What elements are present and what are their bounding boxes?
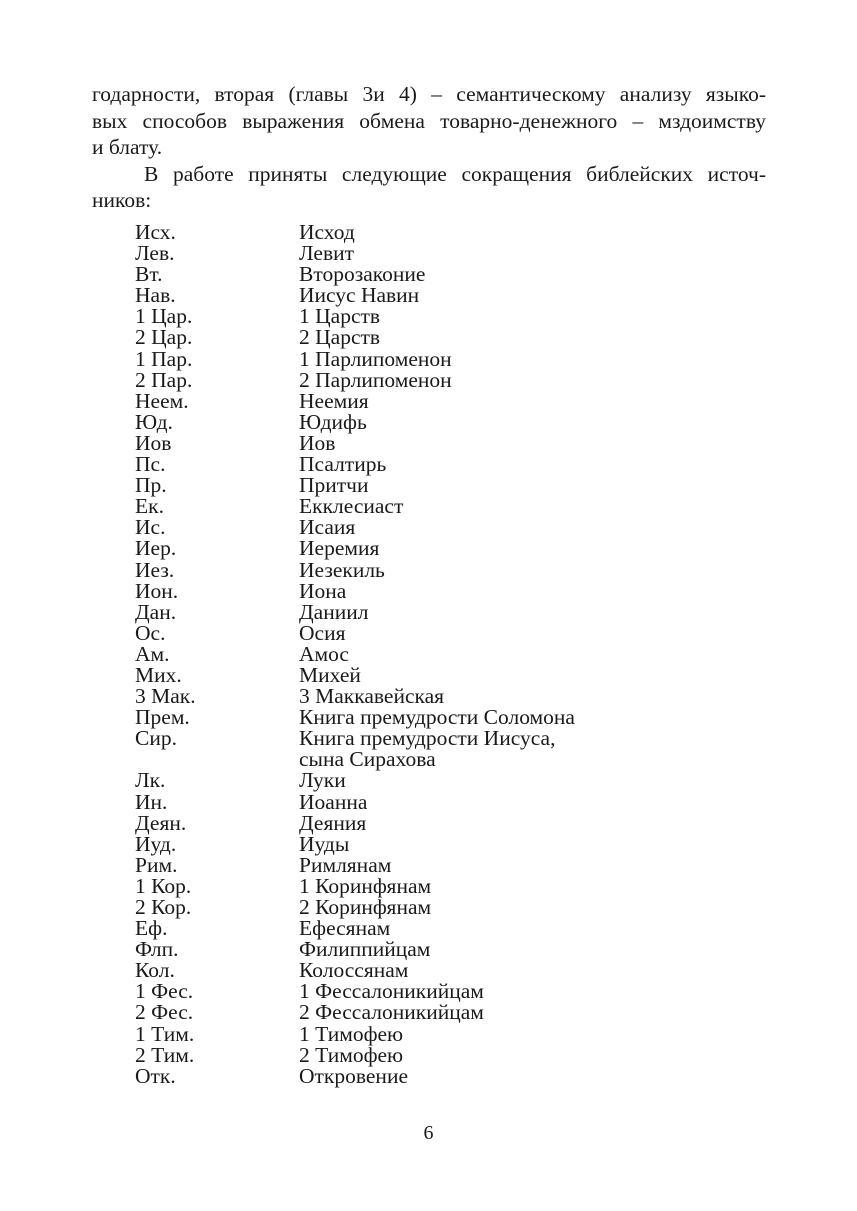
abbreviation-row	[135, 789, 575, 814]
abbreviation-expansion: 2 Коринфянам	[299, 895, 432, 919]
abbreviation-row	[135, 599, 575, 624]
abbreviation-expansion: Книга премудрости Соломона	[299, 705, 575, 730]
intro-line: годарности, вторая (главы 3и 4) – семантическому анализу языко-	[92, 82, 766, 106]
abbreviation-row	[135, 873, 575, 898]
abbreviation: Еф.	[135, 916, 168, 941]
abbreviation: 1 Фес.	[135, 979, 194, 1004]
abbreviation: Иер.	[135, 536, 177, 561]
abbreviation: 1 Цар.	[135, 304, 193, 329]
abbreviation-expansion: Псалтирь	[299, 452, 387, 477]
abbreviation: Сир.	[135, 726, 177, 751]
abbreviation-expansion: Колоссянам	[299, 958, 409, 983]
abbreviation-expansion: Иисус Навин	[299, 283, 420, 308]
abbreviation-row	[135, 620, 575, 645]
abbreviation: Ион.	[135, 578, 179, 603]
abbreviation-row	[135, 1021, 575, 1046]
abbreviation-row	[135, 222, 575, 243]
abbreviation: 1 Тим.	[135, 1021, 195, 1046]
abbreviation-expansion: Юдифь	[299, 409, 367, 434]
intro-line: и блату.	[92, 135, 163, 159]
abbreviation-row	[135, 264, 575, 285]
abbreviation-expansion: Иона	[299, 578, 347, 603]
abbreviation: Рим.	[135, 852, 178, 877]
abbreviation: Прем.	[135, 705, 190, 730]
abbreviation-row	[135, 475, 575, 496]
abbreviation-row	[135, 897, 575, 918]
abbreviation-row	[135, 939, 575, 960]
abbreviation-expansion: Книга премудрости Иисуса,	[299, 726, 556, 751]
abbreviation-row	[135, 707, 575, 728]
abbreviation: Нав.	[135, 283, 176, 308]
abbreviation: 1 Кор.	[135, 873, 192, 898]
abbreviation: 3 Мак.	[135, 684, 196, 709]
abbreviation-row	[135, 852, 575, 877]
abbreviation-row	[135, 981, 575, 1002]
abbreviation: Ам.	[135, 641, 170, 666]
abbreviation-row	[135, 728, 575, 749]
abbreviation-row	[135, 306, 575, 327]
abbreviation-expansion: 1 Царств	[299, 304, 381, 329]
abbreviation: Кол.	[135, 958, 175, 983]
abbreviation-expansion: Левит	[299, 241, 355, 266]
abbreviation-row	[135, 662, 575, 687]
abbreviation-expansion: Михей	[299, 662, 361, 687]
abbreviation-expansion: Притчи	[299, 473, 369, 498]
abbreviation-row	[135, 327, 575, 348]
abbreviation-expansion: Иуды	[299, 831, 350, 856]
abbreviation: 2 Пар.	[135, 367, 193, 392]
abbreviation: Лк.	[135, 768, 166, 793]
abbreviation-row	[135, 578, 575, 603]
abbreviation-row	[135, 960, 575, 981]
abbreviation: 2 Фес.	[135, 1000, 194, 1025]
abbreviation-table	[135, 222, 575, 1087]
abbreviation: Иов	[135, 430, 172, 455]
abbreviation-row	[135, 1002, 575, 1023]
abbreviation: Мих.	[135, 662, 182, 687]
abbreviation-expansion: Иоанна	[299, 789, 368, 814]
abbreviation-row	[135, 538, 575, 559]
abbreviation-expansion: 1 Тимофею	[299, 1021, 404, 1046]
abbreviation-row	[135, 686, 575, 707]
abbreviation: 2 Кор.	[135, 895, 192, 919]
abbreviation-row	[135, 918, 575, 939]
abbreviation-row	[135, 346, 575, 371]
abbreviation-expansion: 1 Парлипоменон	[299, 346, 452, 371]
abbreviation: Пс.	[135, 452, 166, 477]
abbreviation-expansion: сына Сирахова	[299, 747, 436, 772]
page-number: 6	[423, 1122, 434, 1144]
abbreviation-expansion: 2 Царств	[299, 325, 381, 350]
abbreviation	[135, 749, 299, 770]
abbreviation-expansion: Екклесиаст	[299, 494, 404, 519]
abbreviation-expansion: Откровение	[299, 1063, 408, 1088]
abbreviation-expansion: 2 Тимофею	[299, 1042, 404, 1067]
abbreviation: Ек.	[135, 494, 164, 519]
abbreviation-expansion: Исаия	[299, 515, 356, 540]
abbreviation: Исх.	[135, 220, 176, 244]
abbreviation-row	[135, 641, 575, 666]
abbreviation: Иуд.	[135, 831, 177, 856]
intro-line: вых способов выражения обмена товарно-денежного – мздоимству	[92, 108, 766, 133]
abbreviation: 2 Тим.	[135, 1042, 195, 1067]
abbreviation-row	[135, 430, 575, 455]
abbreviation-expansion: Иов	[299, 430, 336, 455]
abbreviation: Неем.	[135, 388, 189, 413]
abbreviation-expansion: 2 Парлипоменон	[299, 367, 452, 392]
intro-line: ников:	[92, 188, 152, 212]
abbreviation-expansion: 1 Коринфянам	[299, 873, 432, 898]
abbreviation-expansion: Даниил	[299, 599, 369, 624]
abbreviation-row	[135, 770, 575, 791]
abbreviation: Отк.	[135, 1063, 176, 1088]
abbreviation-expansion: Иеремия	[299, 536, 380, 561]
abbreviation-row	[135, 496, 575, 517]
abbreviation: Иез.	[135, 557, 175, 582]
abbreviation-row	[135, 810, 575, 835]
abbreviation-expansion: Филиппийцам	[299, 937, 431, 962]
abbreviation-expansion: 3 Маккавейская	[299, 684, 445, 709]
abbreviation-expansion: 1 Фессалоникийцам	[299, 979, 484, 1004]
abbreviation-expansion: Осия	[299, 620, 346, 645]
abbreviation-row	[135, 454, 575, 475]
abbreviation: Флп.	[135, 937, 179, 962]
abbreviation-expansion: Иезекиль	[299, 557, 385, 582]
abbreviation: Дан.	[135, 599, 177, 624]
abbreviation-row	[135, 517, 575, 538]
abbreviation-row	[135, 1063, 575, 1088]
intro-text	[92, 81, 766, 214]
abbreviation: Ин.	[135, 789, 168, 814]
abbreviation-expansion: Римлянам	[299, 852, 392, 877]
abbreviation: Лев.	[135, 241, 175, 266]
abbreviation: Ос.	[135, 620, 166, 645]
abbreviation: 1 Пар.	[135, 346, 193, 371]
abbreviation-expansion: Второзаконие	[299, 262, 426, 287]
abbreviation-row	[135, 367, 575, 392]
abbreviation: Вт.	[135, 262, 163, 287]
abbreviation-row	[135, 1042, 575, 1067]
abbreviation-row	[135, 831, 575, 856]
abbreviation-row	[135, 557, 575, 582]
abbreviation-expansion: Амос	[299, 641, 349, 666]
abbreviation: Ис.	[135, 515, 166, 540]
abbreviation-row	[135, 749, 575, 770]
abbreviation-expansion: Неемия	[299, 388, 369, 413]
abbreviation-row	[135, 409, 575, 434]
abbreviation-expansion: Исход	[299, 220, 355, 244]
abbreviation: Деян.	[135, 810, 187, 835]
abbreviation: 2 Цар.	[135, 325, 193, 350]
abbreviation-expansion: 2 Фессалоникийцам	[299, 1000, 484, 1025]
abbreviation: Пр.	[135, 473, 167, 498]
abbreviation-row	[135, 388, 575, 413]
abbreviation-expansion: Ефесянам	[299, 916, 391, 941]
intro-line: В работе приняты следующие сокращения библейских источ-	[144, 161, 766, 186]
abbreviation-expansion: Луки	[299, 768, 346, 793]
abbreviation-row	[135, 243, 575, 264]
abbreviation: Юд.	[135, 409, 173, 434]
abbreviation-row	[135, 285, 575, 306]
abbreviation-expansion: Деяния	[299, 810, 367, 835]
